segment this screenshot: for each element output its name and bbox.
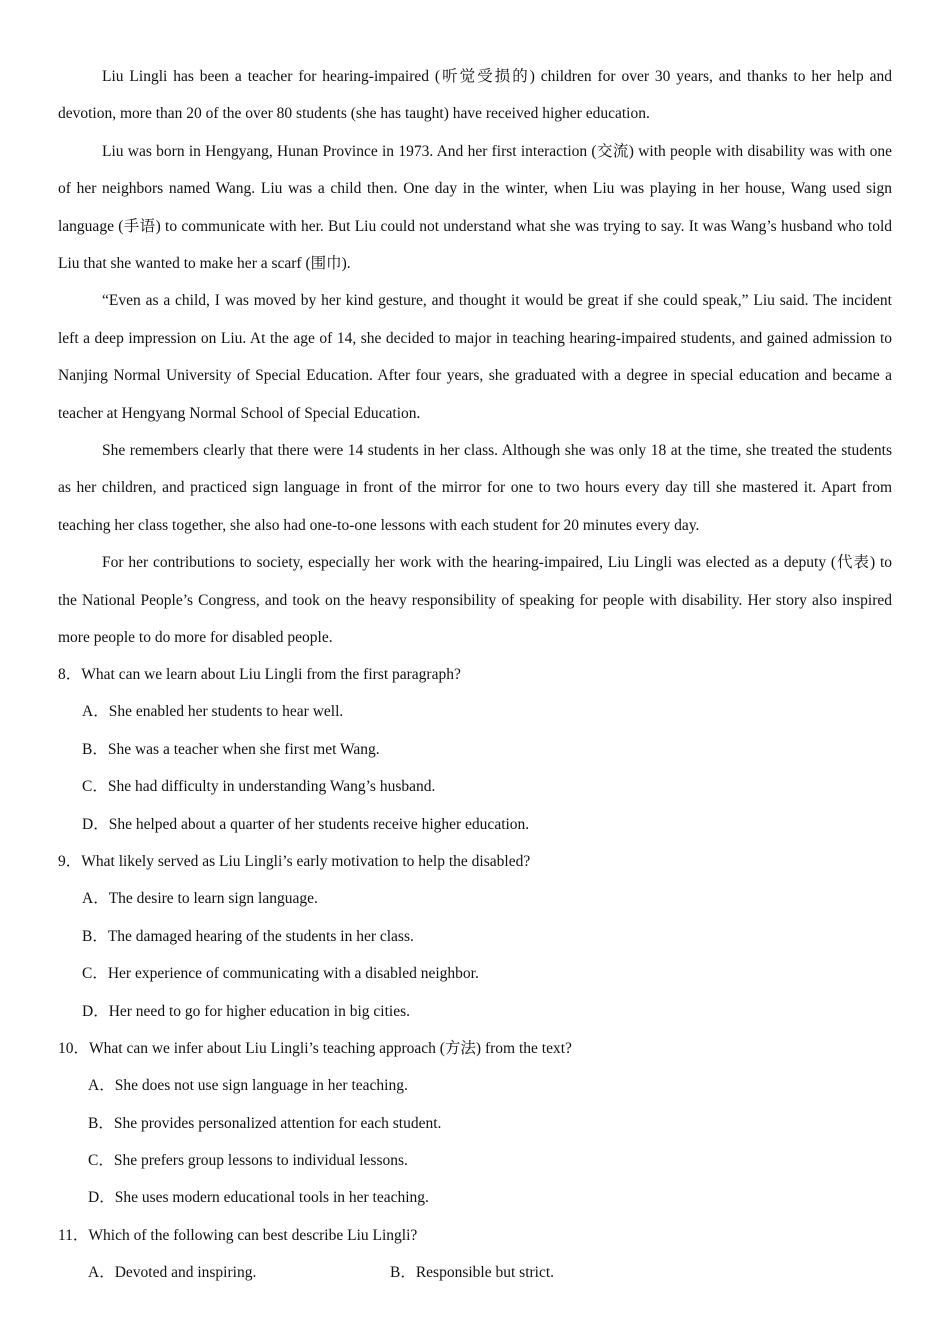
option-d: D．Her need to go for higher education in big cities.	[82, 1002, 410, 1020]
option-b: B．The damaged hearing of the students in her class.	[82, 927, 414, 945]
reading-passage	[58, 58, 892, 657]
question-8	[58, 656, 892, 843]
option-a: A．The desire to learn sign language.	[82, 890, 318, 908]
option-c: C．Her experience of communicating with a disabled neighbor.	[82, 965, 479, 983]
question-11	[58, 1217, 892, 1292]
option-b: B．She provides personalized attention for each student.	[88, 1114, 442, 1132]
question-10	[58, 1030, 892, 1217]
option-a: A．Devoted and inspiring.	[88, 1264, 257, 1282]
question-stem: 9．What likely served as Liu Lingli’s early motivation to help the disabled?	[58, 852, 531, 870]
passage-paragraph-3: “Even as a child, I was moved by her kind gesture, and thought it would be great if she could speak,” Liu said. The incident left a deep impression on Liu. At the age of 14, she decided to major in teaching hearing-impaired students, and gained admission to Nanjing Normal University of Special Education. After four years, she graduated with a degree in special education and became a teacher at Hengyang Normal School of Special Education.	[58, 292, 892, 422]
question-list	[58, 656, 892, 1292]
option-d: D．She helped about a quarter of her students receive higher education.	[82, 815, 530, 833]
option-c: C．She had difficulty in understanding Wang’s husband.	[82, 778, 436, 796]
option-b: B．Responsible but strict.	[390, 1264, 555, 1282]
question-9	[58, 843, 892, 1030]
option-b: B．She was a teacher when she first met Wang.	[82, 740, 380, 758]
passage-paragraph-5: For her contributions to society, especially her work with the hearing-impaired, Liu Lingli was elected as a deputy (代表) to the National People’s Congress, and took on the heavy responsibility of speaking for people with disability. Her story also inspired more people to do more for disabled people.	[58, 554, 892, 647]
question-stem: 8．What can we learn about Liu Lingli from the first paragraph?	[58, 666, 461, 683]
passage-paragraph-2: Liu was born in Hengyang, Hunan Province in 1973. And her first interaction (交流) with people with disability was with one of her neighbors named Wang. Liu was a child then. One day in the winter, when Liu was playing in her house, Wang used sign language (手语) to communicate with her. But Liu could not understand what she was trying to say. It was Wang’s husband who told Liu that she wanted to make her a scarf (围巾).	[58, 142, 892, 273]
option-row	[58, 1254, 892, 1291]
option-c: C．She prefers group lessons to individual lessons.	[88, 1152, 408, 1170]
option-a: A．She enabled her students to hear well.	[82, 703, 344, 721]
question-stem: 11．Which of the following can best describe Liu Lingli?	[58, 1226, 418, 1244]
question-stem: 10．What can we infer about Liu Lingli’s teaching approach (方法) from the text?	[58, 1039, 572, 1057]
option-a: A．She does not use sign language in her teaching.	[88, 1077, 408, 1095]
passage-paragraph-1: Liu Lingli has been a teacher for hearing-impaired (听觉受损的) children for over 30 years, and thanks to her help and devotion, more than 20 of the over 80 students (she has taught) have received higher education.	[58, 68, 892, 123]
passage-paragraph-4: She remembers clearly that there were 14 students in her class. Although she was only 18 at the time, she treated the students as her children, and practiced sign language in front of the mirror for one to two hours every day till she mastered it. Apart from teaching her class together, she also had one-to-one lessons with each student for 20 minutes every day.	[58, 442, 892, 534]
option-d: D．She uses modern educational tools in her teaching.	[88, 1189, 429, 1207]
